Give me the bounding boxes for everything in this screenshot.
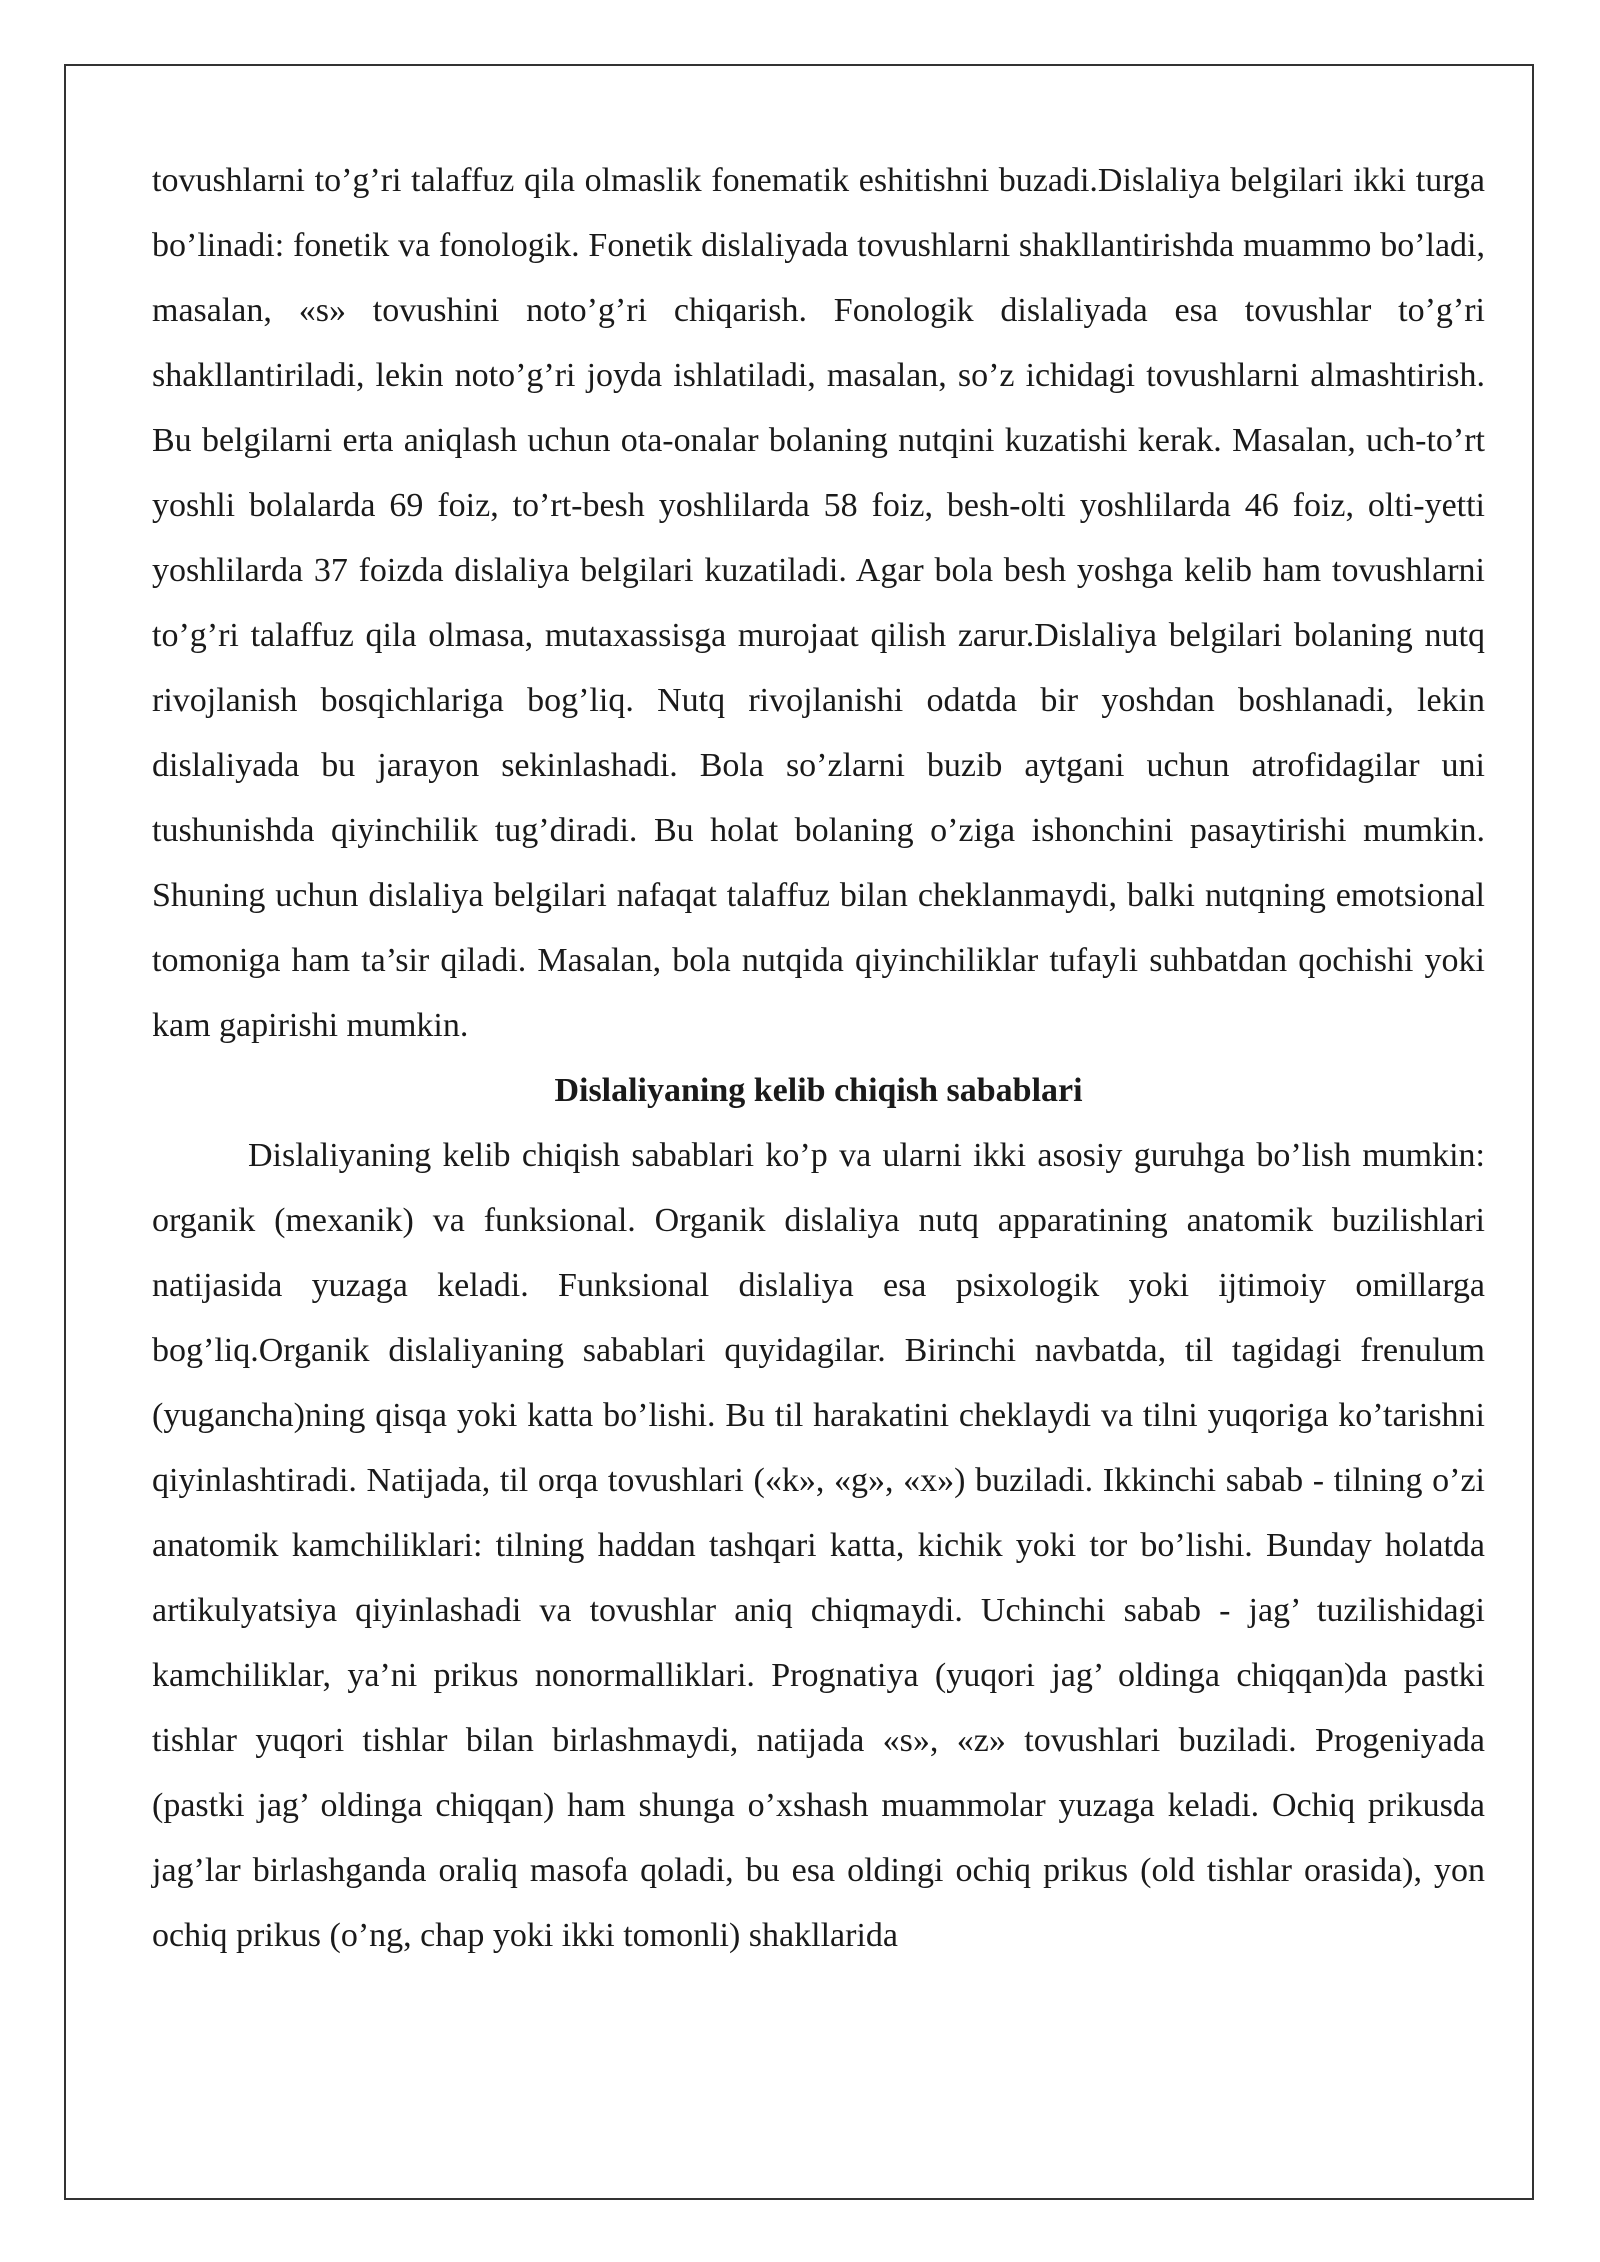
paragraph-1: tovushlarni to’g’ri talaffuz qila olmaslik fonematik eshitishni buzadi.Dislaliya belgilari ikki turga bo’linadi: fonetik va fonologik. Fonetik dislaliyada tovushlarni shakllantirishda muammo bo’ladi, masalan, «s» tovushini noto’g’ri chiqarish. Fonologik dislaliyada esa tovushlar to’g’ri shakllantiriladi, lekin noto’g’ri joyda ishlatiladi, masalan, so’z ichidagi tovushlarni almashtirish. Bu belgilarni erta aniqlash uchun ota-onalar bolaning nutqini kuzatishi kerak. Masalan, uch-to’rt yoshli bolalarda 69 foiz, to’rt-besh yoshlilarda 58 foiz, besh-olti yoshlilarda 46 foiz, olti-yetti yoshlilarda 37 foizda dislaliya belgilari kuzatiladi. Agar bola besh yoshga kelib ham tovushlarni to’g’ri talaffuz qila olmasa, mutaxassisga murojaat qilish zarur.Dislaliya belgilari bolaning nutq rivojlanish bosqichlariga bog’liq. Nutq rivojlanishi odatda bir yoshdan boshlanadi, lekin dislaliyada bu jarayon sekinlashadi. Bola so’zlarni buzib aytgani uchun atrofidagilar uni tushunishda qiyinchilik tug’diradi. Bu holat bolaning o’ziga ishonchini pasaytirishi mumkin. Shuning uchun dislaliya belgilari nafaqat talaffuz bilan cheklanmaydi, balki nutqning emotsional tomoniga ham ta’sir qiladi. Masalan, bola nutqida qiyinchiliklar tufayli suhbatdan qochishi yoki kam gapirishi mumkin. (152, 162, 1485, 1044)
document-body (152, 148, 1485, 1968)
section-heading: Dislaliyaning kelib chiqish sabablari (554, 1072, 1083, 1109)
paragraph-2: Dislaliyaning kelib chiqish sabablari ko’p va ularni ikki asosiy guruhga bo’lish mumkin: organik (mexanik) va funksional. Organik dislaliya nutq apparatining anatomik buzilishlari natijasida yuzaga keladi. Funksional dislaliya esa psixologik yoki ijtimoiy omillarga bog’liq.Organik dislaliyaning sabablari quyidagilar. Birinchi navbatda, til tagidagi frenulum (yugancha)ning qisqa yoki katta bo’lishi. Bu til harakatini cheklaydi va tilni yuqoriga ko’tarishni qiyinlashtiradi. Natijada, til orqa tovushlari («k», «g», «x») buziladi. Ikkinchi sabab - tilning o’zi anatomik kamchiliklari: tilning haddan tashqari katta, kichik yoki tor bo’lishi. Bunday holatda artikulyatsiya qiyinlashadi va tovushlar aniq chiqmaydi. Uchinchi sabab - jag’ tuzilishidagi kamchiliklar, ya’ni prikus nonormalliklari. Prognatiya (yuqori jag’ oldinga chiqqan)da pastki tishlar yuqori tishlar bilan birlashmaydi, natijada «s», «z» tovushlari buziladi. Progeniyada (pastki jag’ oldinga chiqqan) ham shunga o’xshash muammolar yuzaga keladi. Ochiq prikusda jag’lar birlashganda oraliq masofa qoladi, bu esa oldingi ochiq prikus (old tishlar orasida), yon ochiq prikus (o’ng, chap yoki ikki tomonli) shakllarida (152, 1137, 1485, 1954)
